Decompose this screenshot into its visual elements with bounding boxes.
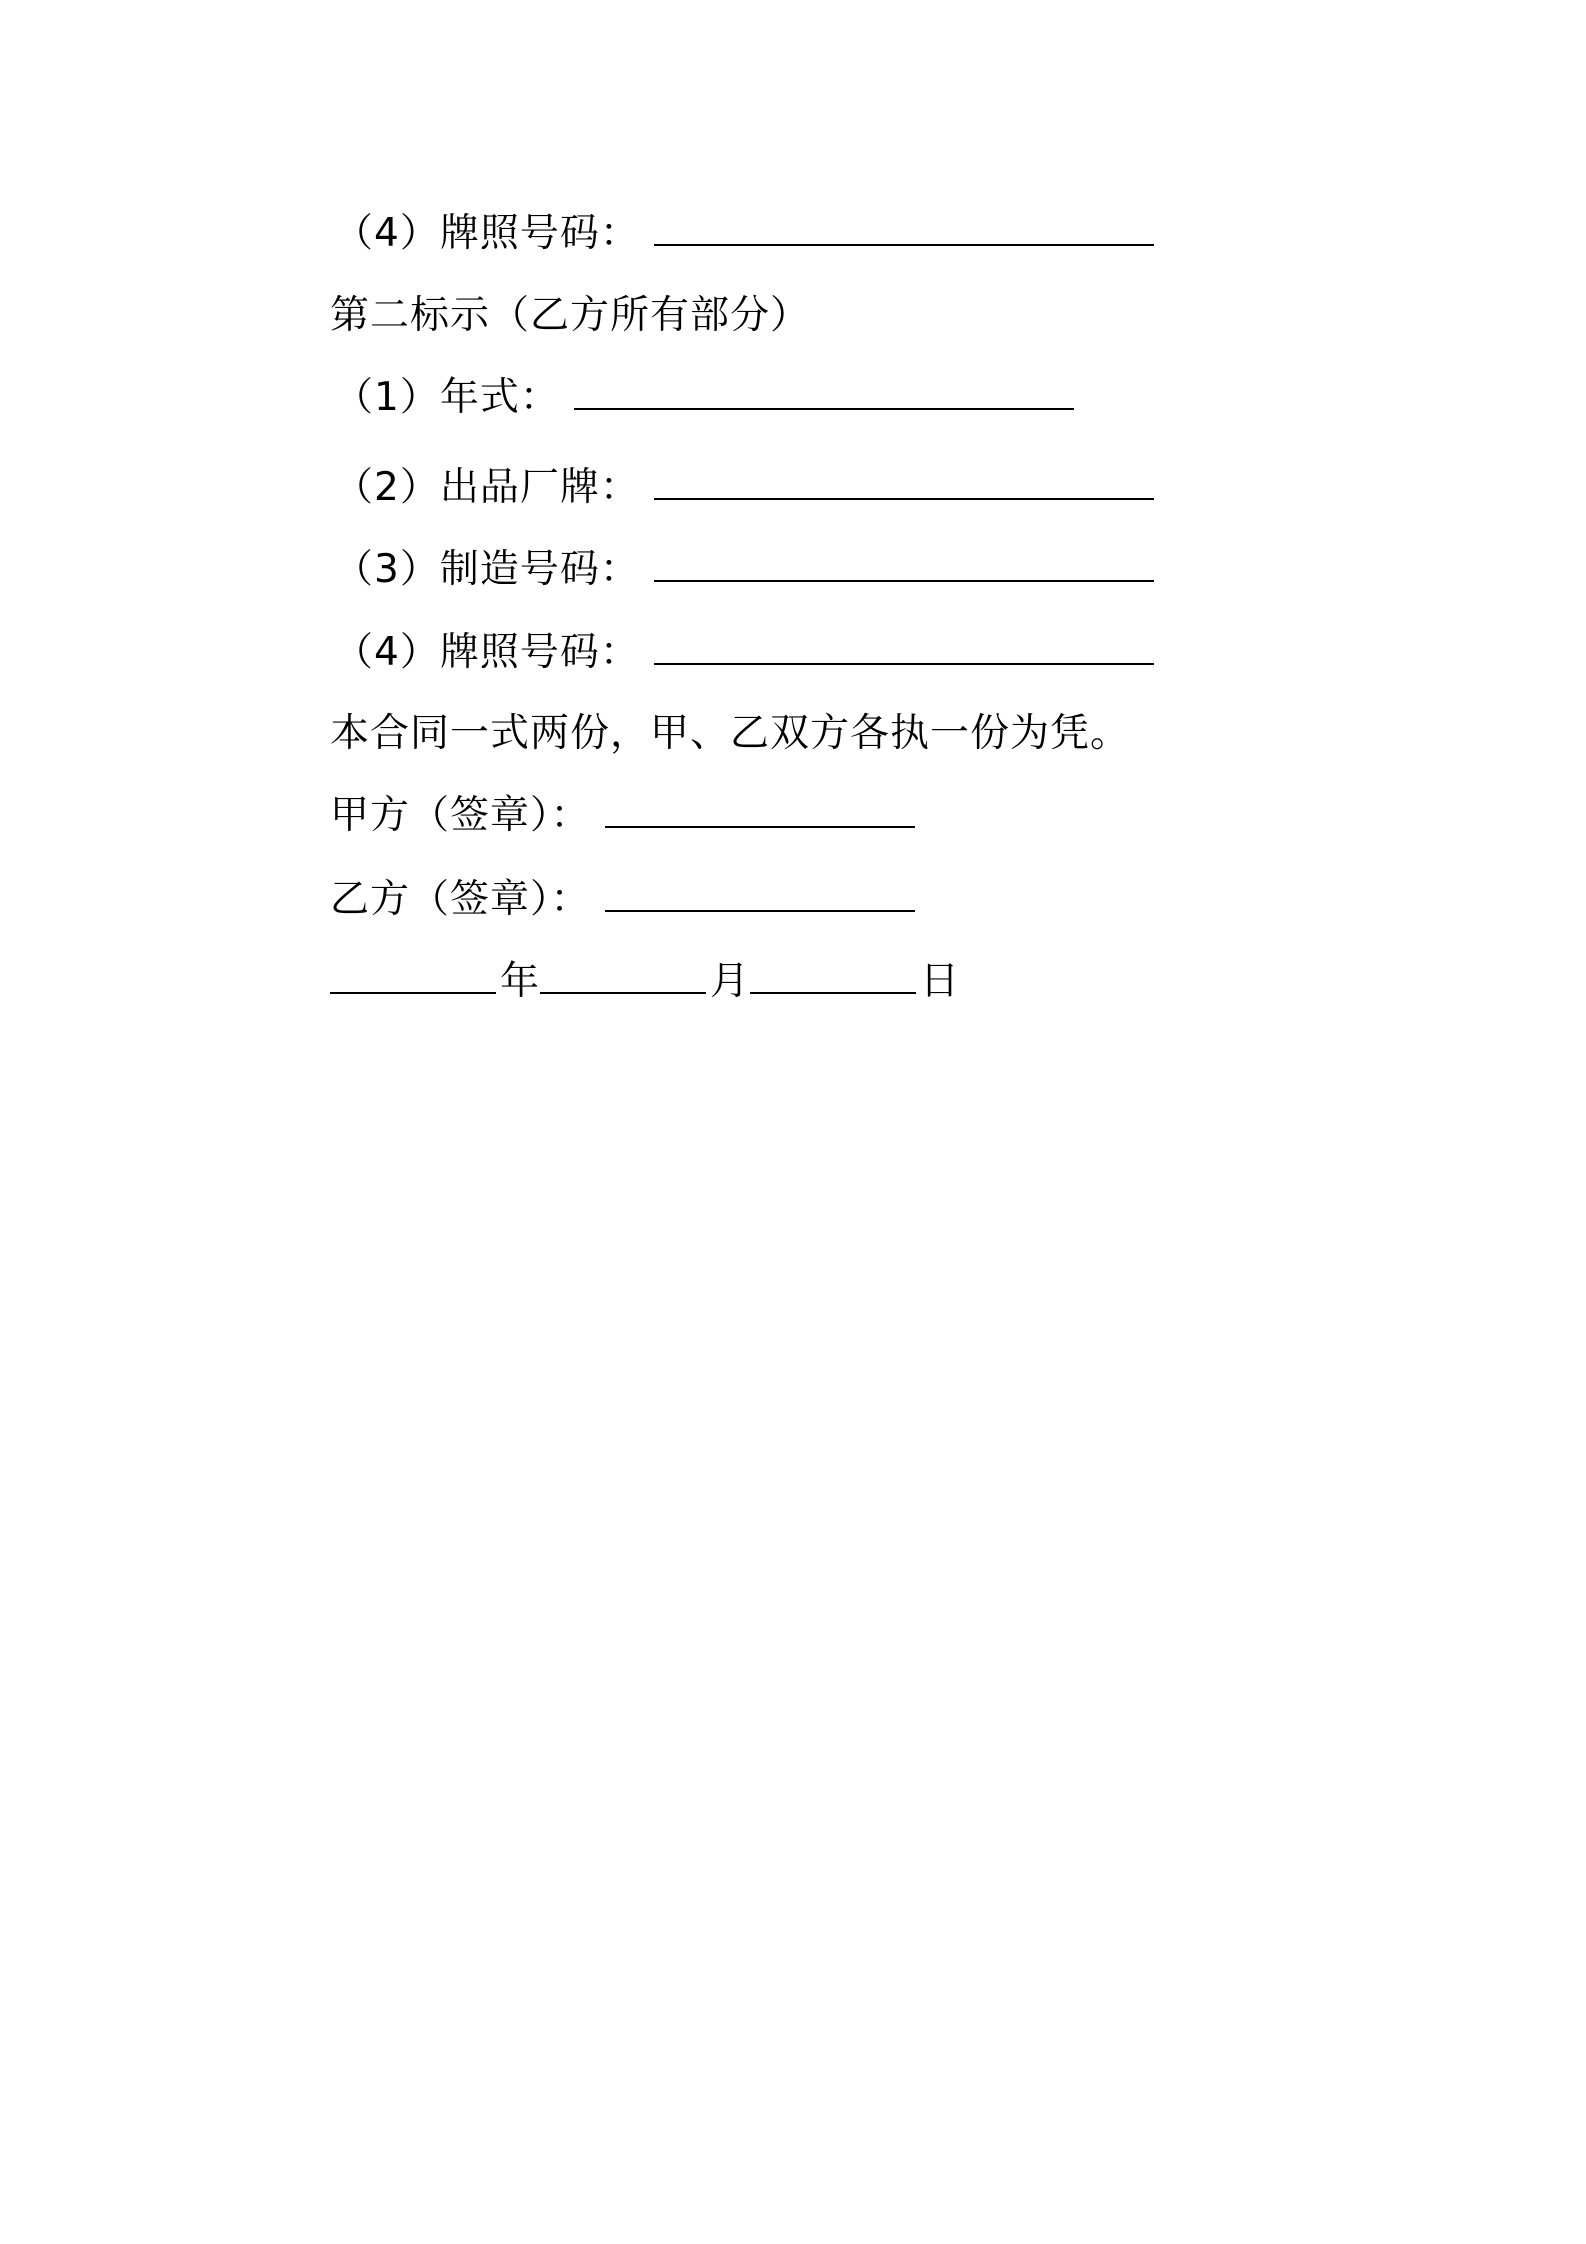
plate-number-label-second: （4）牌照号码：	[334, 630, 640, 675]
month-label: 月	[710, 959, 751, 1004]
year-label: 年	[500, 959, 541, 1004]
day-label: 日	[920, 959, 961, 1004]
plate-number-blank-second[interactable]	[654, 662, 1154, 665]
date-line	[330, 954, 960, 1010]
closing-statement: 本合同一式两份，甲、乙双方各执一份为凭。	[330, 711, 1131, 756]
party-b-blank[interactable]	[605, 909, 915, 912]
month-blank[interactable]	[540, 991, 706, 994]
model-year-label: （1）年式：	[334, 375, 560, 420]
section-two-heading: 第二标示（乙方所有部分）	[330, 293, 811, 338]
brand-field	[334, 460, 1154, 516]
party-b-signature	[330, 872, 915, 928]
plate-number-label: （4）牌照号码：	[334, 211, 640, 256]
serial-number-blank[interactable]	[654, 579, 1154, 582]
model-year-blank[interactable]	[574, 407, 1074, 410]
party-b-label: 乙方（签章）：	[330, 877, 591, 922]
plate-number-field-second	[334, 625, 1154, 681]
party-a-signature	[330, 788, 915, 844]
day-blank[interactable]	[750, 991, 916, 994]
serial-number-label: （3）制造号码：	[334, 547, 640, 592]
party-a-blank[interactable]	[605, 825, 915, 828]
year-blank[interactable]	[330, 991, 496, 994]
plate-number-blank[interactable]	[654, 243, 1154, 246]
party-a-label: 甲方（签章）：	[330, 793, 591, 838]
serial-number-field	[334, 542, 1154, 598]
brand-blank[interactable]	[654, 497, 1154, 500]
model-year-field	[334, 370, 1074, 426]
brand-label: （2）出品厂牌：	[334, 465, 640, 510]
plate-number-field-first	[334, 206, 1154, 262]
